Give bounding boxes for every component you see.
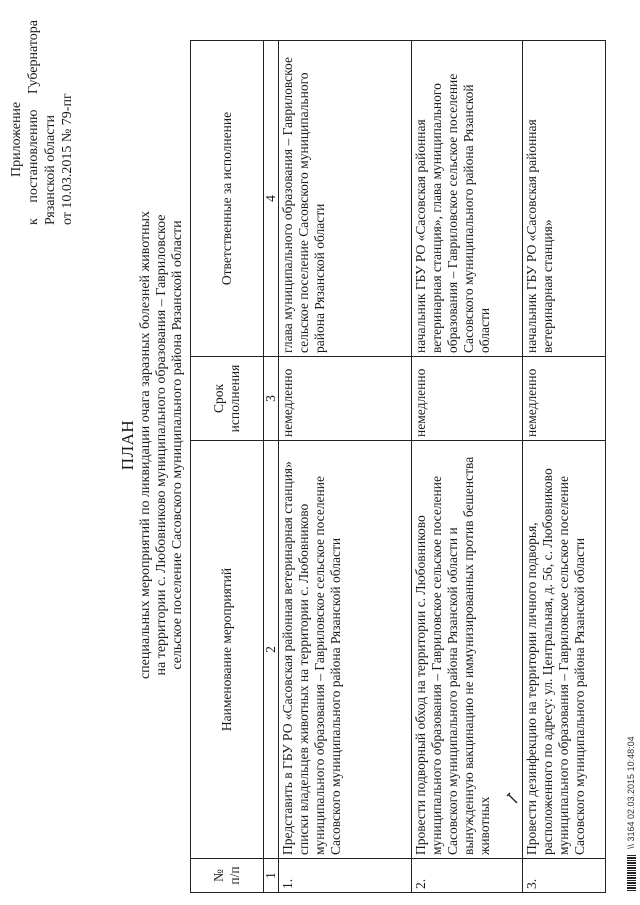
appendix-block [8,20,76,225]
plan-table [190,40,606,893]
row-term: немедленно [412,357,523,441]
subtitle-line-1: специальных мероприятий по ликвидации очага заразных болезней животных [138,210,153,680]
subtitle-line-2: на территории с. Любовниково муниципального образования – Гавриловское [154,214,169,676]
table-row [523,41,606,893]
column-number-3: 3 [264,357,279,441]
appendix-region: Рязанской области [43,114,58,225]
document-subtitle [138,85,186,805]
column-number-4: 4 [264,41,279,357]
row-number: 3. [523,859,606,893]
table-row [279,41,412,893]
stamp-text: \\ 3164 02.03.2015 10:48:04 [626,736,636,849]
row-term: немедленно [523,357,606,441]
header-responsible: Ответственные за исполнение [191,41,264,357]
column-number-2: 2 [264,441,279,859]
row-responsible: начальник ГБУ РО «Сасовская районная ветеринарная станция», глава муниципального образования – Гавриловское сельское поселение Сасовского муниципального района Рязанской области [412,41,523,357]
table-row [412,41,523,893]
appendix-decree-line [25,20,42,225]
document-title: ПЛАН [118,419,137,471]
row-responsible: глава муниципального образования – Гавриловское сельское поселение Сасовского муниципального района Рязанской области [279,41,412,357]
appendix-label: Приложение [9,101,24,177]
subtitle-line-3: сельское поселение Сасовского муниципального района Рязанской области [170,220,185,670]
row-action: Провести дезинфекцию на территории личного подворья, расположенного по адресу: ул. Центральная, д. 56, с. Любовниково муниципального образования – Гавриловское сельское поселение Сасовского муниципального района Рязанской области [523,441,606,859]
row-number: 1. [279,859,412,893]
table-column-numbers-row [264,41,279,893]
pen-mark-icon [505,791,519,805]
document-registration-stamp [626,736,636,891]
table-header-row [191,41,264,893]
row-number: 2. [412,859,523,893]
barcode-icon [627,855,636,891]
appendix-word-governor: Губернатора [26,20,41,95]
appendix-word-decree: постановлению [26,109,41,203]
row-responsible: начальник ГБУ РО «Сасовская районная ветеринарная станция» [523,41,606,357]
header-action: Наименование мероприятий [191,441,264,859]
column-number-1: 1 [264,859,279,893]
row-action: Представить в ГБУ РО «Сасовская районная ветеринарная станция» списки владельцев животных на территории с. Любовниково муниципального образования – Гавриловское сельское поселение Сасовского муниципального района Рязанской области [279,441,412,859]
row-term: немедленно [279,357,412,441]
header-term: Срок исполнения [191,357,264,441]
appendix-word-k: к [26,218,41,225]
header-number: № п/п [191,859,264,893]
appendix-date-number: от 10.03.2015 № 79-пг [60,93,75,225]
row-action: Провести подворный обход на территории с. Любовниково муниципального образования – Гавриловское сельское поселение Сасовского муниципального района Рязанской области и вынужденную вакцинацию не иммунизированных против бешенства животных [412,441,523,859]
